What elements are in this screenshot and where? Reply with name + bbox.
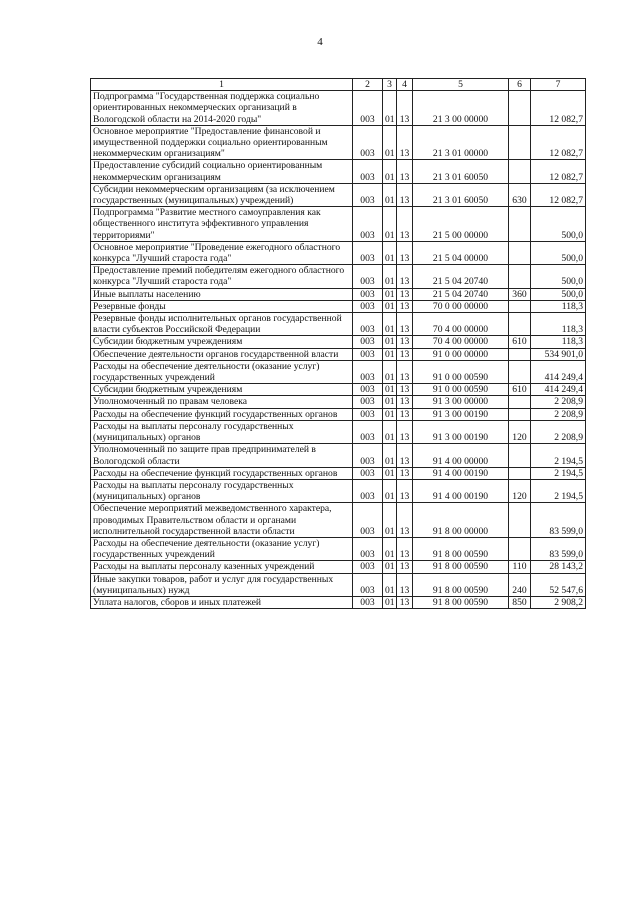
- section-cell: 01: [383, 596, 397, 608]
- subsection-cell: 13: [397, 91, 413, 126]
- amount-cell: 118,3: [531, 336, 586, 348]
- admin-code-cell: 003: [353, 183, 383, 206]
- table-row: [91, 503, 586, 538]
- amount-cell: 2 194,5: [531, 479, 586, 502]
- table-row: [91, 265, 586, 288]
- amount-cell: 2 908,2: [531, 596, 586, 608]
- table-row: [91, 396, 586, 408]
- target-article-cell: 70 4 00 00000: [413, 313, 509, 336]
- table-row: [91, 348, 586, 360]
- admin-code-cell: 003: [353, 561, 383, 573]
- subsection-cell: 13: [397, 561, 413, 573]
- section-cell: 01: [383, 183, 397, 206]
- expense-type-cell: 110: [509, 561, 531, 573]
- expense-type-cell: [509, 207, 531, 242]
- target-article-cell: 91 0 00 00590: [413, 384, 509, 396]
- table-row: [91, 384, 586, 396]
- column-header: 6: [509, 79, 531, 91]
- admin-code-cell: 003: [353, 408, 383, 420]
- expense-type-cell: [509, 313, 531, 336]
- admin-code-cell: 003: [353, 420, 383, 443]
- section-cell: 01: [383, 396, 397, 408]
- subsection-cell: 13: [397, 420, 413, 443]
- amount-cell: 12 082,7: [531, 160, 586, 183]
- expense-type-cell: 610: [509, 384, 531, 396]
- admin-code-cell: 003: [353, 300, 383, 312]
- expense-type-cell: 610: [509, 336, 531, 348]
- section-cell: 01: [383, 125, 397, 160]
- row-name-cell: Расходы на выплаты персоналу государственных (муниципальных) органов: [91, 479, 353, 502]
- subsection-cell: 13: [397, 479, 413, 502]
- subsection-cell: 13: [397, 360, 413, 383]
- admin-code-cell: 003: [353, 596, 383, 608]
- table-row: [91, 444, 586, 467]
- admin-code-cell: 003: [353, 467, 383, 479]
- subsection-cell: 13: [397, 265, 413, 288]
- section-cell: 01: [383, 91, 397, 126]
- subsection-cell: 13: [397, 408, 413, 420]
- amount-cell: 414 249,4: [531, 384, 586, 396]
- row-name-cell: Субсидии бюджетным учреждениям: [91, 384, 353, 396]
- target-article-cell: 21 5 04 20740: [413, 265, 509, 288]
- subsection-cell: 13: [397, 444, 413, 467]
- table-row: [91, 479, 586, 502]
- subsection-cell: 13: [397, 183, 413, 206]
- amount-cell: 83 599,0: [531, 537, 586, 560]
- admin-code-cell: 003: [353, 537, 383, 560]
- row-name-cell: Резервные фонды: [91, 300, 353, 312]
- expense-type-cell: 360: [509, 288, 531, 300]
- row-name-cell: Расходы на обеспечение функций государственных органов: [91, 467, 353, 479]
- target-article-cell: 21 5 00 00000: [413, 207, 509, 242]
- row-name-cell: Субсидии некоммерческим организациям (за исключением государственных (муниципальных) учреждений): [91, 183, 353, 206]
- row-name-cell: Подпрограмма "Развитие местного самоуправления как общественного института эффективного управления территориями": [91, 207, 353, 242]
- table-row: [91, 91, 586, 126]
- target-article-cell: 91 0 00 00000: [413, 348, 509, 360]
- expense-type-cell: [509, 125, 531, 160]
- amount-cell: 2 194,5: [531, 467, 586, 479]
- table-row: [91, 125, 586, 160]
- target-article-cell: 91 8 00 00590: [413, 537, 509, 560]
- subsection-cell: 13: [397, 384, 413, 396]
- row-name-cell: Резервные фонды исполнительных органов государственной власти субъектов Российской Федерации: [91, 313, 353, 336]
- section-cell: 01: [383, 467, 397, 479]
- table-body: [91, 91, 586, 609]
- section-cell: 01: [383, 384, 397, 396]
- admin-code-cell: 003: [353, 384, 383, 396]
- row-name-cell: Расходы на выплаты персоналу государственных (муниципальных) органов: [91, 420, 353, 443]
- admin-code-cell: 003: [353, 479, 383, 502]
- amount-cell: 2 208,9: [531, 408, 586, 420]
- subsection-cell: 13: [397, 396, 413, 408]
- expense-type-cell: 240: [509, 573, 531, 596]
- target-article-cell: 91 4 00 00190: [413, 479, 509, 502]
- subsection-cell: 13: [397, 207, 413, 242]
- section-cell: 01: [383, 265, 397, 288]
- expense-type-cell: [509, 396, 531, 408]
- table-row: [91, 300, 586, 312]
- row-name-cell: Расходы на обеспечение деятельности (оказание услуг) государственных учреждений: [91, 360, 353, 383]
- expense-type-cell: [509, 503, 531, 538]
- amount-cell: 2 208,9: [531, 396, 586, 408]
- subsection-cell: 13: [397, 503, 413, 538]
- amount-cell: 12 082,7: [531, 125, 586, 160]
- subsection-cell: 13: [397, 288, 413, 300]
- expense-type-cell: [509, 241, 531, 264]
- row-name-cell: Предоставление субсидий социально ориентированным некоммерческим организациям: [91, 160, 353, 183]
- table-row: [91, 537, 586, 560]
- table-row: [91, 288, 586, 300]
- section-cell: 01: [383, 288, 397, 300]
- row-name-cell: Обеспечение деятельности органов государственной власти: [91, 348, 353, 360]
- row-name-cell: Подпрограмма "Государственная поддержка социально ориентированных некоммерческих организаций в Вологодской области на 2014-2020 годы": [91, 91, 353, 126]
- target-article-cell: 70 4 00 00000: [413, 336, 509, 348]
- admin-code-cell: 003: [353, 160, 383, 183]
- admin-code-cell: 003: [353, 396, 383, 408]
- amount-cell: 2 208,9: [531, 420, 586, 443]
- subsection-cell: 13: [397, 241, 413, 264]
- row-name-cell: Основное мероприятие "Проведение ежегодного областного конкурса "Лучший староста года": [91, 241, 353, 264]
- target-article-cell: 91 4 00 00000: [413, 444, 509, 467]
- table-row: [91, 467, 586, 479]
- target-article-cell: 91 8 00 00590: [413, 596, 509, 608]
- table-row: [91, 313, 586, 336]
- table-row: [91, 420, 586, 443]
- row-name-cell: Расходы на обеспечение функций государственных органов: [91, 408, 353, 420]
- table-row: [91, 573, 586, 596]
- amount-cell: 414 249,4: [531, 360, 586, 383]
- amount-cell: 12 082,7: [531, 183, 586, 206]
- expense-type-cell: [509, 348, 531, 360]
- admin-code-cell: 003: [353, 288, 383, 300]
- target-article-cell: 91 3 00 00190: [413, 408, 509, 420]
- admin-code-cell: 003: [353, 348, 383, 360]
- target-article-cell: 91 8 00 00590: [413, 561, 509, 573]
- admin-code-cell: 003: [353, 241, 383, 264]
- section-cell: 01: [383, 300, 397, 312]
- admin-code-cell: 003: [353, 91, 383, 126]
- row-name-cell: Расходы на выплаты персоналу казенных учреждений: [91, 561, 353, 573]
- admin-code-cell: 003: [353, 573, 383, 596]
- target-article-cell: 91 8 00 00590: [413, 573, 509, 596]
- section-cell: 01: [383, 444, 397, 467]
- table-row: [91, 183, 586, 206]
- section-cell: 01: [383, 313, 397, 336]
- target-article-cell: 21 3 01 60050: [413, 183, 509, 206]
- section-cell: 01: [383, 573, 397, 596]
- page-number: 4: [317, 36, 323, 48]
- row-name-cell: Расходы на обеспечение деятельности (оказание услуг) государственных учреждений: [91, 537, 353, 560]
- subsection-cell: 13: [397, 336, 413, 348]
- expense-type-cell: [509, 265, 531, 288]
- expense-type-cell: [509, 444, 531, 467]
- row-name-cell: Уполномоченный по правам человека: [91, 396, 353, 408]
- amount-cell: 500,0: [531, 288, 586, 300]
- column-header: 7: [531, 79, 586, 91]
- amount-cell: 500,0: [531, 265, 586, 288]
- subsection-cell: 13: [397, 537, 413, 560]
- section-cell: 01: [383, 241, 397, 264]
- expense-type-cell: [509, 360, 531, 383]
- section-cell: 01: [383, 503, 397, 538]
- amount-cell: 118,3: [531, 313, 586, 336]
- target-article-cell: 70 0 00 00000: [413, 300, 509, 312]
- amount-cell: 118,3: [531, 300, 586, 312]
- subsection-cell: 13: [397, 300, 413, 312]
- table-header-row: [91, 79, 586, 91]
- section-cell: 01: [383, 336, 397, 348]
- table-row: [91, 207, 586, 242]
- amount-cell: 52 547,6: [531, 573, 586, 596]
- section-cell: 01: [383, 408, 397, 420]
- target-article-cell: 91 8 00 00000: [413, 503, 509, 538]
- table-row: [91, 596, 586, 608]
- target-article-cell: 21 3 00 00000: [413, 91, 509, 126]
- expense-type-cell: 630: [509, 183, 531, 206]
- row-name-cell: Иные выплаты населению: [91, 288, 353, 300]
- subsection-cell: 13: [397, 596, 413, 608]
- column-header: 2: [353, 79, 383, 91]
- amount-cell: 534 901,0: [531, 348, 586, 360]
- row-name-cell: Основное мероприятие "Предоставление финансовой и имущественной поддержки социально ориентированным некоммерческим организациям": [91, 125, 353, 160]
- table-row: [91, 408, 586, 420]
- amount-cell: 2 194,5: [531, 444, 586, 467]
- subsection-cell: 13: [397, 348, 413, 360]
- expense-type-cell: [509, 300, 531, 312]
- target-article-cell: 91 4 00 00190: [413, 467, 509, 479]
- subsection-cell: 13: [397, 467, 413, 479]
- column-header: 3: [383, 79, 397, 91]
- subsection-cell: 13: [397, 313, 413, 336]
- amount-cell: 83 599,0: [531, 503, 586, 538]
- table-row: [91, 160, 586, 183]
- amount-cell: 500,0: [531, 241, 586, 264]
- section-cell: 01: [383, 420, 397, 443]
- admin-code-cell: 003: [353, 336, 383, 348]
- target-article-cell: 21 5 04 20740: [413, 288, 509, 300]
- row-name-cell: Предоставление премий победителям ежегодного областного конкурса "Лучший староста года": [91, 265, 353, 288]
- table-row: [91, 561, 586, 573]
- target-article-cell: 21 5 04 00000: [413, 241, 509, 264]
- admin-code-cell: 003: [353, 125, 383, 160]
- amount-cell: 28 143,2: [531, 561, 586, 573]
- row-name-cell: Субсидии бюджетным учреждениям: [91, 336, 353, 348]
- expense-type-cell: 850: [509, 596, 531, 608]
- subsection-cell: 13: [397, 160, 413, 183]
- column-header: 4: [397, 79, 413, 91]
- admin-code-cell: 003: [353, 265, 383, 288]
- budget-table: [90, 78, 586, 609]
- table-row: [91, 241, 586, 264]
- row-name-cell: Иные закупки товаров, работ и услуг для государственных (муниципальных) нужд: [91, 573, 353, 596]
- amount-cell: 12 082,7: [531, 91, 586, 126]
- admin-code-cell: 003: [353, 444, 383, 467]
- row-name-cell: Обеспечение мероприятий межведомственного характера, проводимых Правительством области и органами исполнительной государственной власти области: [91, 503, 353, 538]
- admin-code-cell: 003: [353, 503, 383, 538]
- expense-type-cell: 120: [509, 479, 531, 502]
- section-cell: 01: [383, 537, 397, 560]
- table-row: [91, 336, 586, 348]
- expense-type-cell: 120: [509, 420, 531, 443]
- admin-code-cell: 003: [353, 360, 383, 383]
- amount-cell: 500,0: [531, 207, 586, 242]
- section-cell: 01: [383, 561, 397, 573]
- column-header: 1: [91, 79, 353, 91]
- admin-code-cell: 003: [353, 207, 383, 242]
- expense-type-cell: [509, 160, 531, 183]
- target-article-cell: 21 3 01 60050: [413, 160, 509, 183]
- target-article-cell: 91 3 00 00000: [413, 396, 509, 408]
- expense-type-cell: [509, 537, 531, 560]
- target-article-cell: 91 3 00 00190: [413, 420, 509, 443]
- row-name-cell: Уплата налогов, сборов и иных платежей: [91, 596, 353, 608]
- row-name-cell: Уполномоченный по защите прав предпринимателей в Вологодской области: [91, 444, 353, 467]
- admin-code-cell: 003: [353, 313, 383, 336]
- subsection-cell: 13: [397, 573, 413, 596]
- section-cell: 01: [383, 479, 397, 502]
- table-row: [91, 360, 586, 383]
- subsection-cell: 13: [397, 125, 413, 160]
- expense-type-cell: [509, 91, 531, 126]
- expense-type-cell: [509, 408, 531, 420]
- target-article-cell: 21 3 01 00000: [413, 125, 509, 160]
- section-cell: 01: [383, 160, 397, 183]
- column-header: 5: [413, 79, 509, 91]
- section-cell: 01: [383, 360, 397, 383]
- section-cell: 01: [383, 348, 397, 360]
- expense-type-cell: [509, 467, 531, 479]
- section-cell: 01: [383, 207, 397, 242]
- target-article-cell: 91 0 00 00590: [413, 360, 509, 383]
